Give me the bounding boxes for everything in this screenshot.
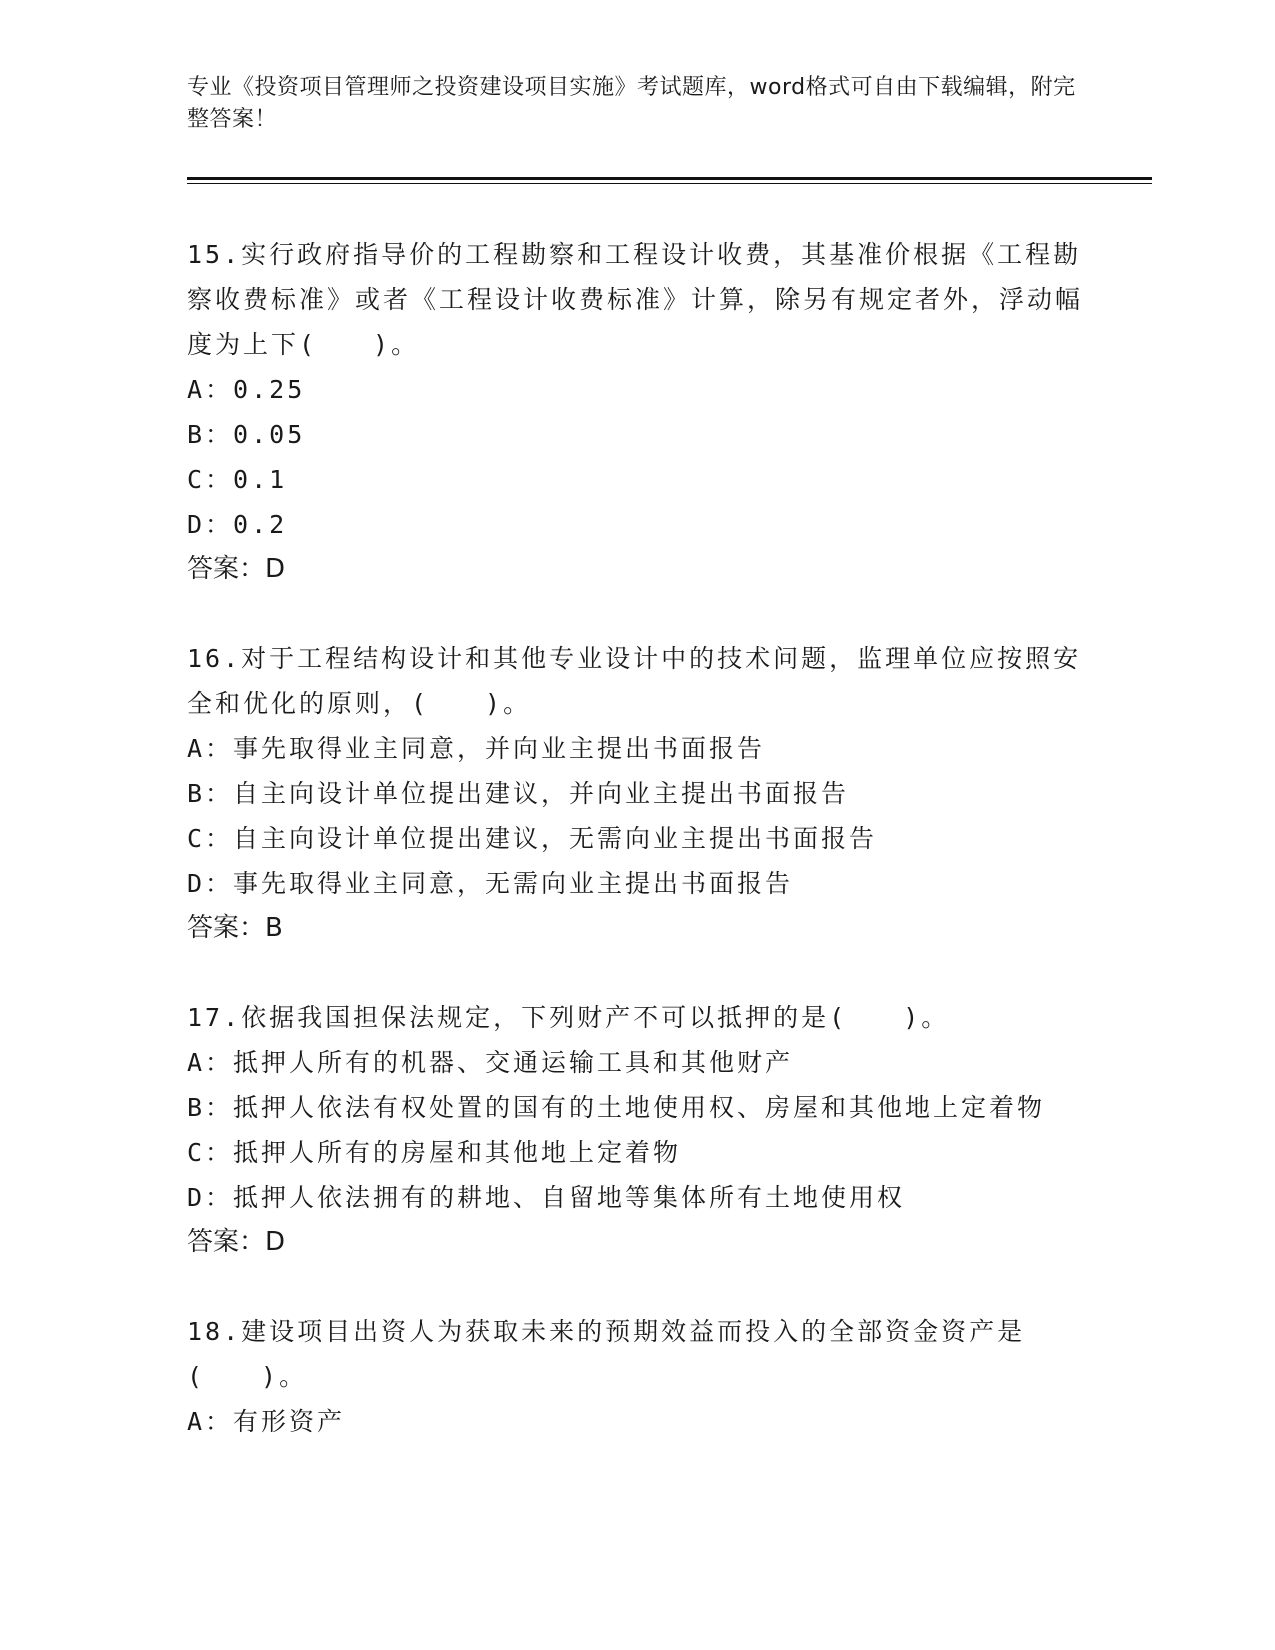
question-stem: 18.建设项目出资人为获取未来的预期效益而投入的全部资金资产是( )。 [187, 1317, 1026, 1391]
option-b: B：0.05 [187, 420, 306, 449]
option-b: B：抵押人依法有权处置的国有的土地使用权、房屋和其他地上定着物 [187, 1093, 1046, 1122]
option-a: A：有形资产 [187, 1407, 346, 1436]
answer: 答案：B [187, 913, 283, 943]
header-rule-thick [187, 177, 1152, 180]
option-d: D：0.2 [187, 510, 288, 539]
answer: 答案：D [187, 554, 286, 584]
question-18 [187, 1309, 1087, 1444]
option-c: C：0.1 [187, 465, 288, 494]
question-15 [187, 232, 1087, 592]
option-c: C：自主向设计单位提出建议，无需向业主提出书面报告 [187, 824, 878, 853]
option-d: D：事先取得业主同意，无需向业主提出书面报告 [187, 869, 794, 898]
question-17 [187, 995, 1087, 1265]
document-header: 专业《投资项目管理师之投资建设项目实施》考试题库，word格式可自由下载编辑，附完整答案！ [187, 75, 1076, 132]
option-a: A：事先取得业主同意，并向业主提出书面报告 [187, 734, 766, 763]
answer: 答案：D [187, 1227, 286, 1257]
option-d: D：抵押人依法拥有的耕地、自留地等集体所有土地使用权 [187, 1183, 906, 1212]
option-a: A：0.25 [187, 375, 306, 404]
question-16 [187, 636, 1087, 951]
question-stem: 15.实行政府指导价的工程勘察和工程设计收费，其基准价根据《工程勘察收费标准》或者《工程设计收费标准》计算，除另有规定者外，浮动幅度为上下( )。 [187, 240, 1084, 359]
question-list [187, 232, 1087, 1488]
question-stem: 17.依据我国担保法规定，下列财产不可以抵押的是( )。 [187, 1003, 950, 1032]
option-c: C：抵押人所有的房屋和其他地上定着物 [187, 1138, 682, 1167]
header-rule-thin [187, 183, 1152, 184]
question-stem: 16.对于工程结构设计和其他专业设计中的技术问题，监理单位应按照安全和优化的原则，( )。 [187, 644, 1082, 718]
option-b: B：自主向设计单位提出建议，并向业主提出书面报告 [187, 779, 850, 808]
option-a: A：抵押人所有的机器、交通运输工具和其他财产 [187, 1048, 794, 1077]
